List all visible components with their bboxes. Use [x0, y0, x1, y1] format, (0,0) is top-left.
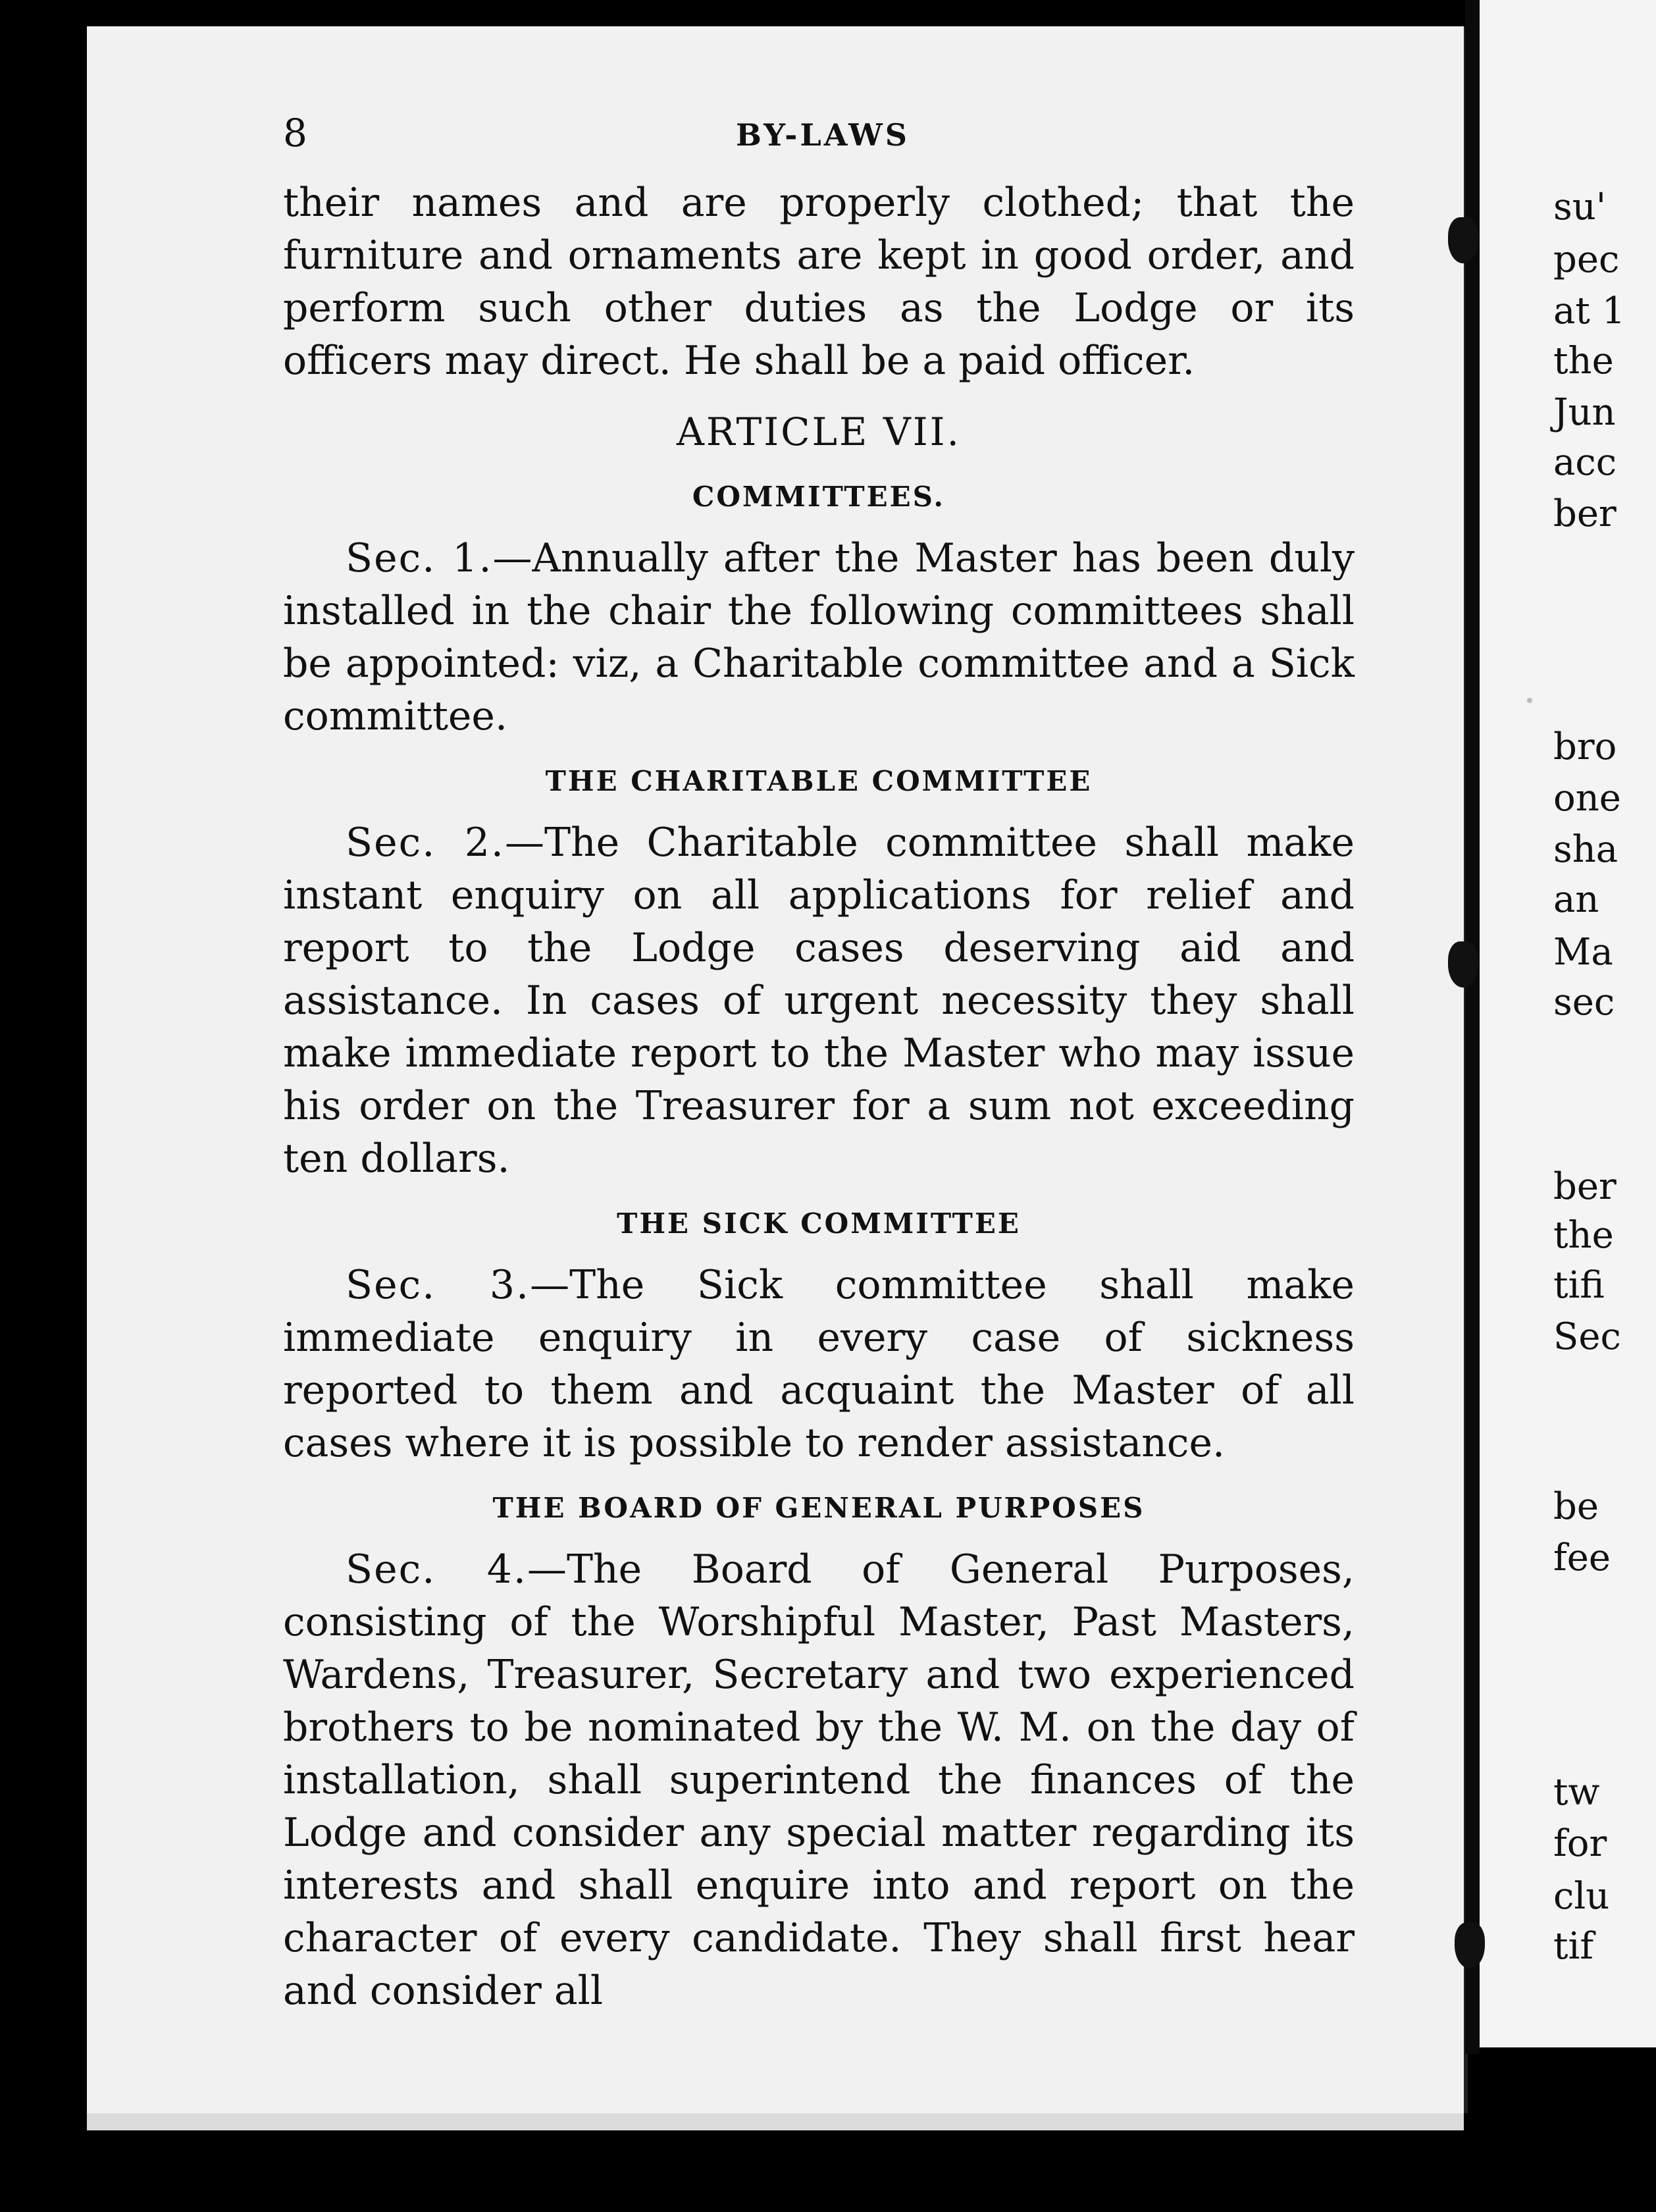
right-page-line: fee	[1553, 1537, 1611, 1579]
right-page-line: the	[1553, 1214, 1614, 1257]
section-text: —The Board of General Purposes, consisting of the Worshipful Master, Past Masters, Wardens, Treasurer, Secretary and two experienced brothers to be nominated by the W. M. on the day of installation, shall superintend the finances of the Lodge and consider any special matter regarding its interests and shall enquire into and report on the character of every candidate. They shall first hear and consider all	[283, 1546, 1355, 2014]
right-page-line: at 1	[1553, 290, 1626, 332]
section-1	[283, 532, 1355, 743]
section-label: Sec. 4.	[346, 1546, 527, 1593]
right-page-line: the	[1553, 340, 1614, 382]
continued-paragraph: their names and are properly clothed; that the furniture and ornaments are kept in good order, and perform such other duties as the Lodge or its officers may direct. He shall be a paid officer.	[283, 180, 1355, 384]
section-4	[283, 1543, 1355, 2017]
right-page-line: for	[1553, 1822, 1607, 1865]
paper-speck	[1527, 698, 1532, 703]
right-page-line: bro	[1553, 725, 1617, 768]
right-page-line: Jun	[1553, 391, 1616, 434]
right-page-line: acc	[1553, 441, 1617, 484]
section-heading: THE CHARITABLE COMMITTEE	[545, 765, 1093, 797]
right-page-line: sec	[1553, 981, 1615, 1024]
book-gutter	[1465, 0, 1480, 2054]
right-page-line: su'	[1553, 186, 1607, 228]
section-text: —The Sick committee shall make immediate enquiry in every case of sickness reported to them and acquaint the Master of all cases where it is possible to render assistance.	[283, 1262, 1355, 1466]
binding-mark	[1455, 1922, 1485, 1968]
section-label: Sec. 2.	[346, 820, 505, 866]
section-heading: THE SICK COMMITTEE	[617, 1207, 1021, 1240]
right-page-line: pec	[1553, 238, 1620, 281]
running-title: BY-LAWS	[736, 117, 910, 153]
section-3	[283, 1259, 1355, 1469]
page-number: 8	[283, 111, 307, 155]
binding-mark	[1448, 217, 1478, 263]
article-subheading: COMMITTEES.	[692, 481, 946, 513]
section-text: —The Charitable committee shall make instant enquiry on all applications for relief and report to the Lodge cases deserving aid and assistance. In cases of urgent necessity they shall make immediate report to the Master who may issue his order on the Treasurer for a sum not exceeding ten dollars.	[283, 820, 1355, 1182]
section-2	[283, 816, 1355, 1185]
binding-mark	[1448, 941, 1478, 988]
page-body	[283, 176, 1355, 2017]
section-label: Sec. 3.	[346, 1262, 530, 1308]
section-heading: THE BOARD OF GENERAL PURPOSES	[492, 1492, 1145, 1524]
section-text: —Annually after the Master has been duly installed in the chair the following committees shall be appointed: viz, a Charitable committee and a Sick committee.	[283, 535, 1355, 739]
right-page	[1480, 0, 1656, 2047]
right-page-line: ber	[1553, 492, 1617, 535]
right-page-line: tif	[1553, 1925, 1594, 1968]
right-page-line: clu	[1553, 1875, 1610, 1918]
section-label: Sec. 1.	[346, 535, 493, 581]
right-page-line: an	[1553, 878, 1599, 921]
right-page-line: tifi	[1553, 1264, 1605, 1307]
right-page-line: tw	[1553, 1771, 1600, 1814]
right-page-line: ber	[1553, 1165, 1617, 1208]
article-heading: ARTICLE VII.	[677, 409, 961, 454]
right-page-line: one	[1553, 777, 1621, 820]
page-header	[283, 111, 1362, 157]
right-page-line: Ma	[1553, 931, 1613, 974]
right-page-line: be	[1553, 1485, 1599, 1528]
right-page-line: Sec	[1553, 1315, 1621, 1358]
right-page-line: sha	[1553, 828, 1618, 871]
